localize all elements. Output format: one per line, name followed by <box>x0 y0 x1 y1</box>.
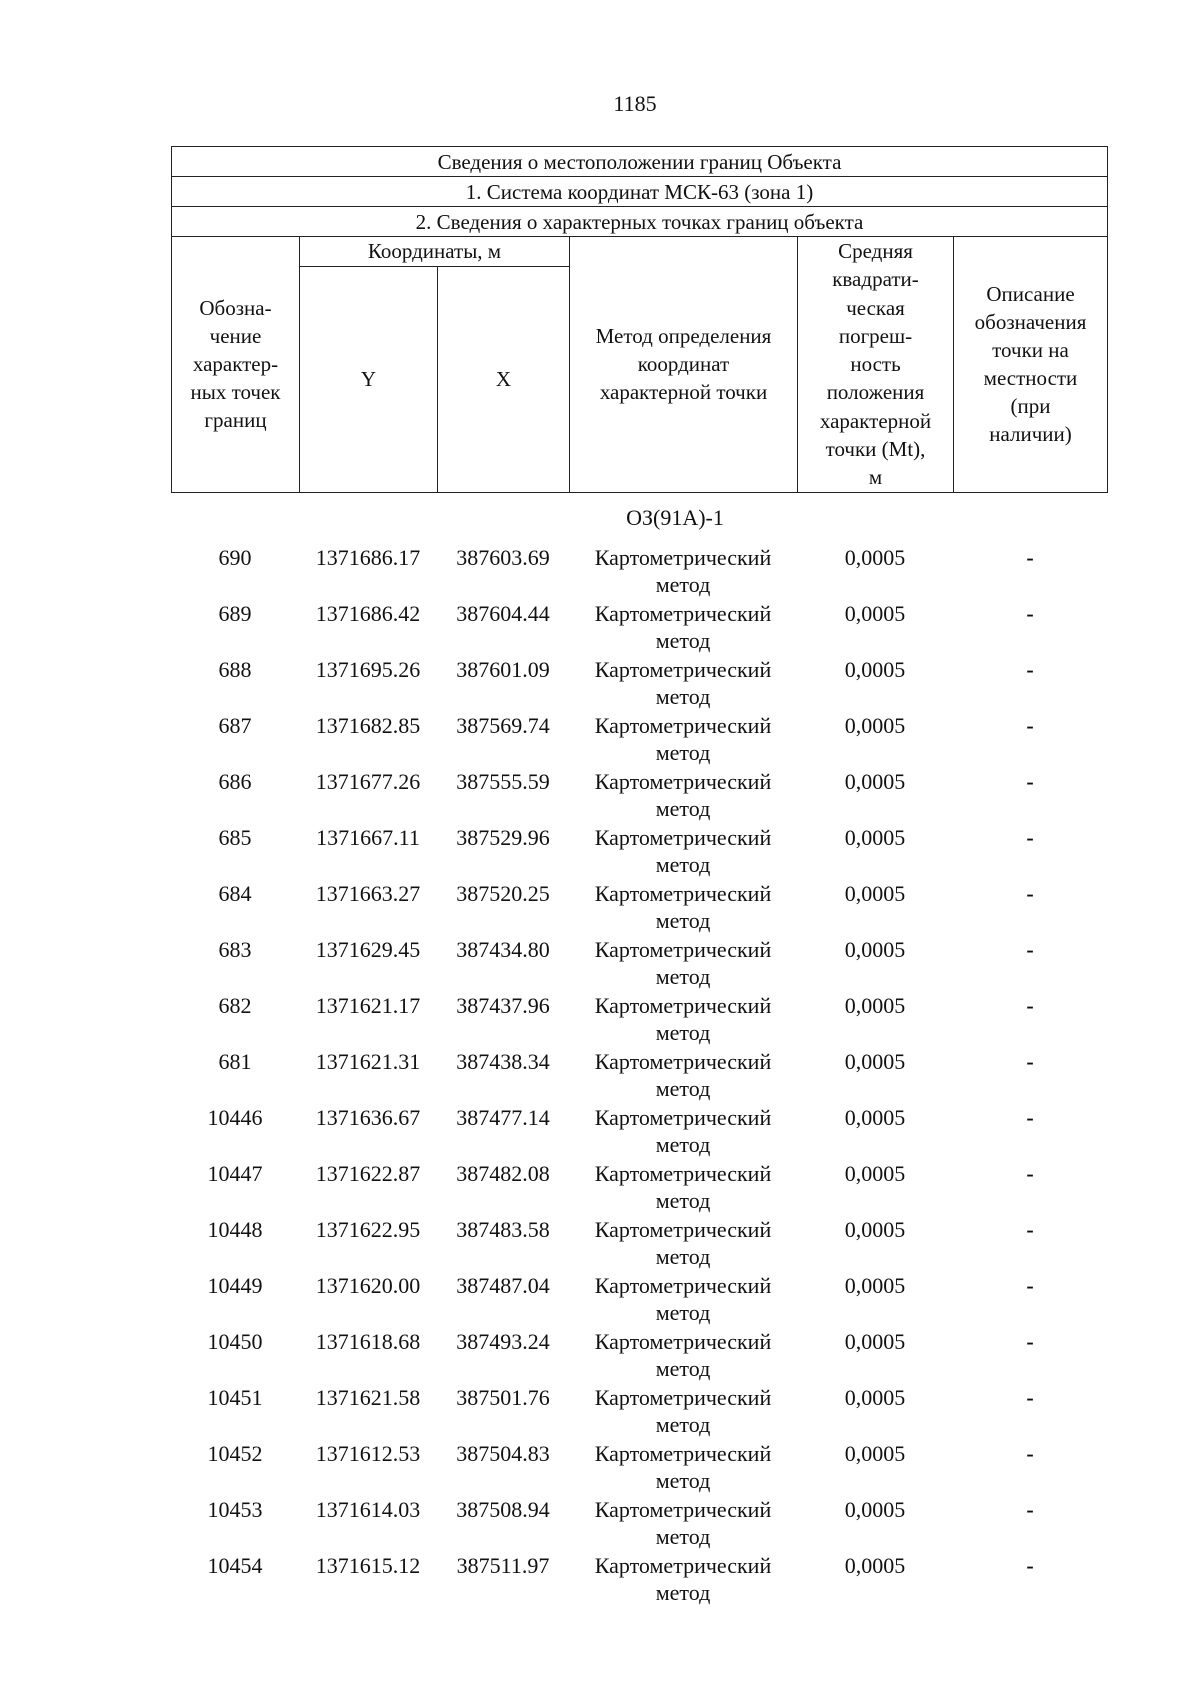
coordinate-y: 1371621.31 <box>315 1049 421 1074</box>
point-description: - <box>1026 1105 1034 1130</box>
coordinate-x: 387529.96 <box>456 825 550 850</box>
coordinate-y: 1371614.03 <box>315 1497 421 1522</box>
coordinate-y: 1371636.67 <box>315 1105 421 1130</box>
coordinate-x: 387501.76 <box>456 1385 550 1410</box>
boundary-header-table <box>171 146 1108 493</box>
coordinate-x: 387504.83 <box>456 1441 550 1466</box>
point-description: - <box>1026 1385 1034 1410</box>
table-row <box>171 1272 1107 1328</box>
method: Картометрический метод <box>594 1273 772 1325</box>
method: Картометрический метод <box>594 1553 772 1605</box>
method: Картометрический метод <box>594 1105 772 1157</box>
mean-square-error: 0,0005 <box>844 713 906 738</box>
mean-square-error: 0,0005 <box>844 1161 906 1186</box>
table-row <box>171 1440 1107 1496</box>
point-id: 10446 <box>207 1105 263 1130</box>
table-row <box>171 1496 1107 1552</box>
coordinate-x: 387493.24 <box>456 1329 550 1354</box>
point-id: 685 <box>218 825 252 850</box>
table-row <box>171 712 1107 768</box>
coordinate-y: 1371621.17 <box>315 993 421 1018</box>
method: Картометрический метод <box>594 545 772 597</box>
mean-square-error: 0,0005 <box>844 545 906 570</box>
coordinate-x: 387437.96 <box>456 993 550 1018</box>
point-description: - <box>1026 1497 1034 1522</box>
mean-square-error: 0,0005 <box>844 937 906 962</box>
table-row <box>171 880 1107 936</box>
point-description: - <box>1026 993 1034 1018</box>
coordinate-x: 387555.59 <box>456 769 550 794</box>
point-description: - <box>1026 601 1034 626</box>
coordinate-y: 1371615.12 <box>315 1553 421 1578</box>
table-row <box>171 992 1107 1048</box>
point-description: - <box>1026 937 1034 962</box>
point-description: - <box>1026 713 1034 738</box>
section-title: ОЗ(91А)-1 <box>626 505 724 530</box>
method: Картометрический метод <box>594 657 772 709</box>
point-description: - <box>1026 825 1034 850</box>
table-row <box>171 824 1107 880</box>
coordinate-y: 1371686.17 <box>315 545 421 570</box>
point-description: - <box>1026 1273 1034 1298</box>
point-description: - <box>1026 1049 1034 1074</box>
coordinate-x: 387434.80 <box>456 937 550 962</box>
point-id: 688 <box>218 657 252 682</box>
coordinate-x: 387601.09 <box>456 657 550 682</box>
point-id: 10450 <box>207 1329 263 1354</box>
mean-square-error: 0,0005 <box>844 825 906 850</box>
point-description: - <box>1026 1441 1034 1466</box>
point-id: 10454 <box>207 1553 263 1578</box>
point-id: 10448 <box>207 1217 263 1242</box>
method: Картометрический метод <box>594 1329 772 1381</box>
page-number: 1185 <box>613 91 657 116</box>
point-id: 681 <box>218 1049 252 1074</box>
coordinate-y: 1371686.42 <box>315 601 421 626</box>
column-header-coordinates: Координаты, м <box>300 237 570 267</box>
point-description: - <box>1026 1161 1034 1186</box>
method: Картометрический метод <box>594 1441 772 1493</box>
table-row <box>171 936 1107 992</box>
coordinate-x: 387483.58 <box>456 1217 550 1242</box>
point-id: 10451 <box>207 1385 263 1410</box>
table-title: Сведения о местоположении границ Объекта <box>172 147 1108 177</box>
method: Картометрический метод <box>594 1217 772 1269</box>
point-id: 10452 <box>207 1441 263 1466</box>
mean-square-error: 0,0005 <box>844 1553 906 1578</box>
point-description: - <box>1026 1217 1034 1242</box>
mean-square-error: 0,0005 <box>844 1497 906 1522</box>
point-id: 684 <box>218 881 252 906</box>
coordinate-y: 1371612.53 <box>315 1441 421 1466</box>
table-row <box>171 1552 1107 1608</box>
point-id: 689 <box>218 601 252 626</box>
table-row <box>171 1328 1107 1384</box>
mean-square-error: 0,0005 <box>844 1385 906 1410</box>
coordinate-system-row: 1. Система координат МСК-63 (зона 1) <box>172 177 1108 207</box>
mean-square-error: 0,0005 <box>844 1217 906 1242</box>
point-description: - <box>1026 1553 1034 1578</box>
coordinate-y: 1371667.11 <box>316 825 420 850</box>
coordinate-y: 1371621.58 <box>315 1385 421 1410</box>
coordinate-x: 387487.04 <box>456 1273 550 1298</box>
point-description: - <box>1026 881 1034 906</box>
table-row <box>171 656 1107 712</box>
mean-square-error: 0,0005 <box>844 1273 906 1298</box>
method: Картометрический метод <box>594 713 772 765</box>
method: Картометрический метод <box>594 993 772 1045</box>
coordinate-x: 387508.94 <box>456 1497 550 1522</box>
mean-square-error: 0,0005 <box>844 881 906 906</box>
mean-square-error: 0,0005 <box>844 1441 906 1466</box>
point-id: 686 <box>218 769 252 794</box>
coordinate-y: 1371622.87 <box>315 1161 421 1186</box>
column-header-method: Метод определения координат характерной точки <box>570 237 798 493</box>
points-list <box>171 544 1107 1608</box>
method: Картометрический метод <box>594 881 772 933</box>
mean-square-error: 0,0005 <box>844 1049 906 1074</box>
coordinate-y: 1371677.26 <box>315 769 421 794</box>
coordinate-y: 1371629.45 <box>315 937 421 962</box>
mean-square-error: 0,0005 <box>844 1105 906 1130</box>
point-id: 683 <box>218 937 252 962</box>
coordinate-y: 1371695.26 <box>315 657 421 682</box>
column-header-description: Описание обозначения точки на местности (при наличии) <box>954 237 1108 493</box>
point-description: - <box>1026 1329 1034 1354</box>
points-title-row: 2. Сведения о характерных точках границ объекта <box>172 207 1108 237</box>
method: Картометрический метод <box>594 1497 772 1549</box>
method: Картометрический метод <box>594 1049 772 1101</box>
mean-square-error: 0,0005 <box>844 769 906 794</box>
coordinate-y: 1371622.95 <box>315 1217 421 1242</box>
table-row <box>171 1048 1107 1104</box>
column-header-x: X <box>438 266 570 492</box>
point-description: - <box>1026 769 1034 794</box>
table-row <box>171 544 1107 600</box>
method: Картометрический метод <box>594 825 772 877</box>
point-id: 10449 <box>207 1273 263 1298</box>
coordinate-y: 1371618.68 <box>315 1329 421 1354</box>
method: Картометрический метод <box>594 601 772 653</box>
table-row <box>171 1160 1107 1216</box>
point-id: 10447 <box>207 1161 263 1186</box>
table-row <box>171 1104 1107 1160</box>
method: Картометрический метод <box>594 1385 772 1437</box>
coordinate-x: 387438.34 <box>456 1049 550 1074</box>
coordinate-y: 1371682.85 <box>315 713 421 738</box>
coordinate-x: 387569.74 <box>456 713 550 738</box>
mean-square-error: 0,0005 <box>844 657 906 682</box>
coordinate-x: 387511.97 <box>456 1553 550 1578</box>
method: Картометрический метод <box>594 937 772 989</box>
point-id: 690 <box>218 545 252 570</box>
point-description: - <box>1026 545 1034 570</box>
method: Картометрический метод <box>594 1161 772 1213</box>
point-id: 687 <box>218 713 252 738</box>
coordinate-y: 1371620.00 <box>315 1273 421 1298</box>
method: Картометрический метод <box>594 769 772 821</box>
table-row <box>171 600 1107 656</box>
mean-square-error: 0,0005 <box>844 601 906 626</box>
coordinate-x: 387520.25 <box>456 881 550 906</box>
table-row <box>171 1216 1107 1272</box>
coordinate-x: 387604.44 <box>456 601 550 626</box>
table-row <box>171 1384 1107 1440</box>
column-header-point: Обозна- чение характер- ных точек границ <box>172 237 300 493</box>
coordinate-y: 1371663.27 <box>315 881 421 906</box>
point-id: 10453 <box>207 1497 263 1522</box>
coordinate-x: 387603.69 <box>456 545 550 570</box>
column-header-y: Y <box>300 266 438 492</box>
coordinate-x: 387477.14 <box>456 1105 550 1130</box>
table-row <box>171 768 1107 824</box>
coordinate-x: 387482.08 <box>456 1161 550 1186</box>
column-header-error: Средняя квадрати- ческая погреш- ность положения характерной точки (Mt), м <box>798 237 954 493</box>
point-id: 682 <box>218 993 252 1018</box>
point-description: - <box>1026 657 1034 682</box>
mean-square-error: 0,0005 <box>844 1329 906 1354</box>
mean-square-error: 0,0005 <box>844 993 906 1018</box>
